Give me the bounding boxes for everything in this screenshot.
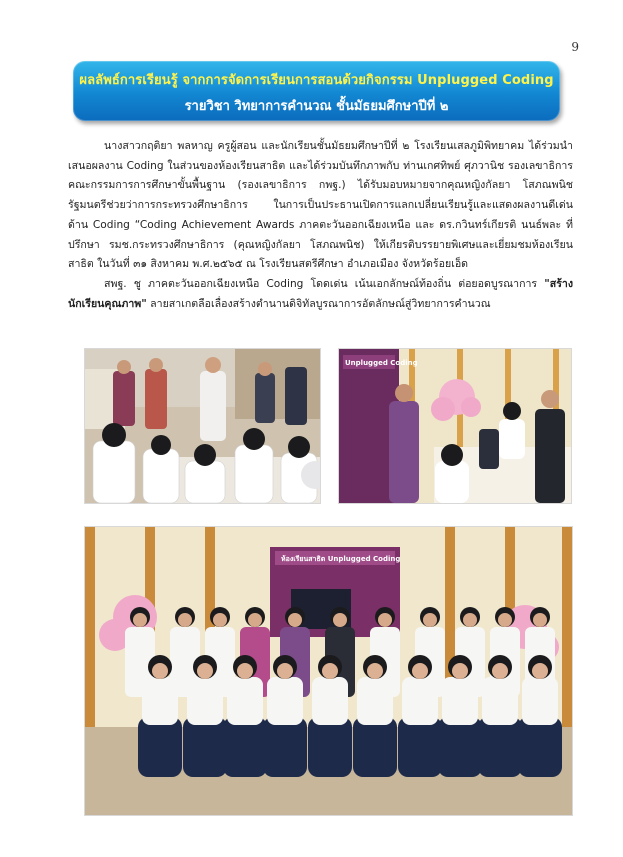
group-person-front-face	[277, 663, 293, 679]
group-person-front-skirt	[308, 717, 352, 777]
group-person-front-skirt	[183, 717, 227, 777]
paragraph-2	[68, 275, 573, 314]
body-text	[68, 137, 573, 314]
group-person-back-face	[533, 613, 547, 627]
group-person-front-face	[532, 663, 548, 679]
group-person-back-face	[498, 613, 512, 627]
paragraph-2-bold: "สร้างนักเรียนคุณภาพ"	[68, 277, 573, 310]
group-person-back-face	[423, 613, 437, 627]
group-person-front-face	[452, 663, 468, 679]
page-number: 9	[571, 40, 579, 54]
group-person-front-shirt	[312, 677, 348, 725]
group-person-front-skirt	[263, 717, 307, 777]
group-person-front-shirt	[522, 677, 558, 725]
group-person-front-face	[412, 663, 428, 679]
group-person-front-shirt	[267, 677, 303, 725]
photo-group	[84, 526, 573, 816]
title-line-1: ผลลัพธ์การเรียนรู้ จากการจัดการเรียนการสอนด้วยกิจกรรม Unplugged Coding	[79, 73, 554, 88]
title-line-2: รายวิชา วิทยาการคำนวณ ชั้นมัธยมศึกษาปีที่ ๒	[184, 99, 449, 114]
group-person-front-shirt	[442, 677, 478, 725]
group-person-back-face	[133, 613, 147, 627]
paragraph-2-start: สพฐ. ชู ภาคตะวันออกเฉียงเหนือ Coding โดดเด่น เน้นเอกลักษณ์ท้องถิ่น ต่อยอดบูรณาการ	[104, 277, 545, 290]
group-person-front-shirt	[187, 677, 223, 725]
group-person-front-face	[237, 663, 253, 679]
group-person-front-face	[197, 663, 213, 679]
group-person-front-shirt	[357, 677, 393, 725]
group-person-front-face	[152, 663, 168, 679]
group-person-front-skirt	[518, 717, 562, 777]
title-banner	[73, 61, 560, 121]
paragraph-2-end: ลายสาเกตลือเลื่องสร้างตำนานดิจิทัลบูรณาการอัตลักษณ์สู่วิทยาการคำนวณ	[146, 297, 491, 310]
group-photo-banner-text: ห้องเรียนสาธิต Unplugged Coding	[281, 555, 401, 563]
group-person-front-skirt	[478, 717, 522, 777]
group-person-front-shirt	[482, 677, 518, 725]
group-person-front-shirt	[142, 677, 178, 725]
group-person-back-face	[213, 613, 227, 627]
photo-demonstration	[338, 348, 572, 504]
group-person-back-face	[463, 613, 477, 627]
group-person-front-face	[367, 663, 383, 679]
group-person-back-face	[248, 613, 262, 627]
group-person-back-face	[378, 613, 392, 627]
group-person-front-skirt	[353, 717, 397, 777]
group-person-front-shirt	[227, 677, 263, 725]
group-person-front-face	[322, 663, 338, 679]
group-person-front-face	[492, 663, 508, 679]
group-person-front-skirt	[398, 717, 442, 777]
group-person-front-skirt	[138, 717, 182, 777]
photo-banner-text: Unplugged Coding	[345, 359, 418, 367]
group-person-back-face	[178, 613, 192, 627]
paragraph-1: นางสาวกฤติยา พลหาญ ครูผู้สอน และนักเรียนชั้นมัธยมศึกษาปีที่ ๒ โรงเรียนเสลภูมิพิทยาคม ได้ร่วมนำเสนอผลงาน Coding ในส่วนของห้องเรียนสาธิต และได้ร่วมบันทึกภาพกับ ท่านเกศทิพย์ ศุภวานิช รองเลขาธิการคณะกรรมการการศึกษาขั้นพื้นฐาน (รองเลขาธิการ กพฐ.) ได้รับมอบหมายจากคุณหญิงกัลยา โสภณพนิช รัฐมนตรีช่วยว่าการกระทรวงศึกษาธิการ ในการเป็นประธานเปิดการแลกเปลี่ยนเรียนรู้และแสดงผลงานดีเด่น ด้าน Coding “Coding Achievement Awards ภาคตะวันออกเฉียงเหนือ และ ดร.กวินทร์เกียรติ นนธ์พละ ที่ปรึกษา รมช.กระทรวงศึกษาธิการ (คุณหญิงกัลยา โสภณพนิช) ให้เกียรติบรรยายพิเศษและเยี่ยมชมห้องเรียนสาธิต ในวันที่ ๓๑ สิงหาคม พ.ศ.๒๕๖๕ ณ โรงเรียนสตรีศึกษา อำเภอเมือง จังหวัดร้อยเอ็ด	[68, 140, 573, 271]
photo-classroom-visit	[84, 348, 321, 504]
group-person-back-face	[288, 613, 302, 627]
group-person-front-skirt	[223, 717, 267, 777]
group-person-back-face	[333, 613, 347, 627]
group-person-front-shirt	[402, 677, 438, 725]
group-person-front-skirt	[438, 717, 482, 777]
